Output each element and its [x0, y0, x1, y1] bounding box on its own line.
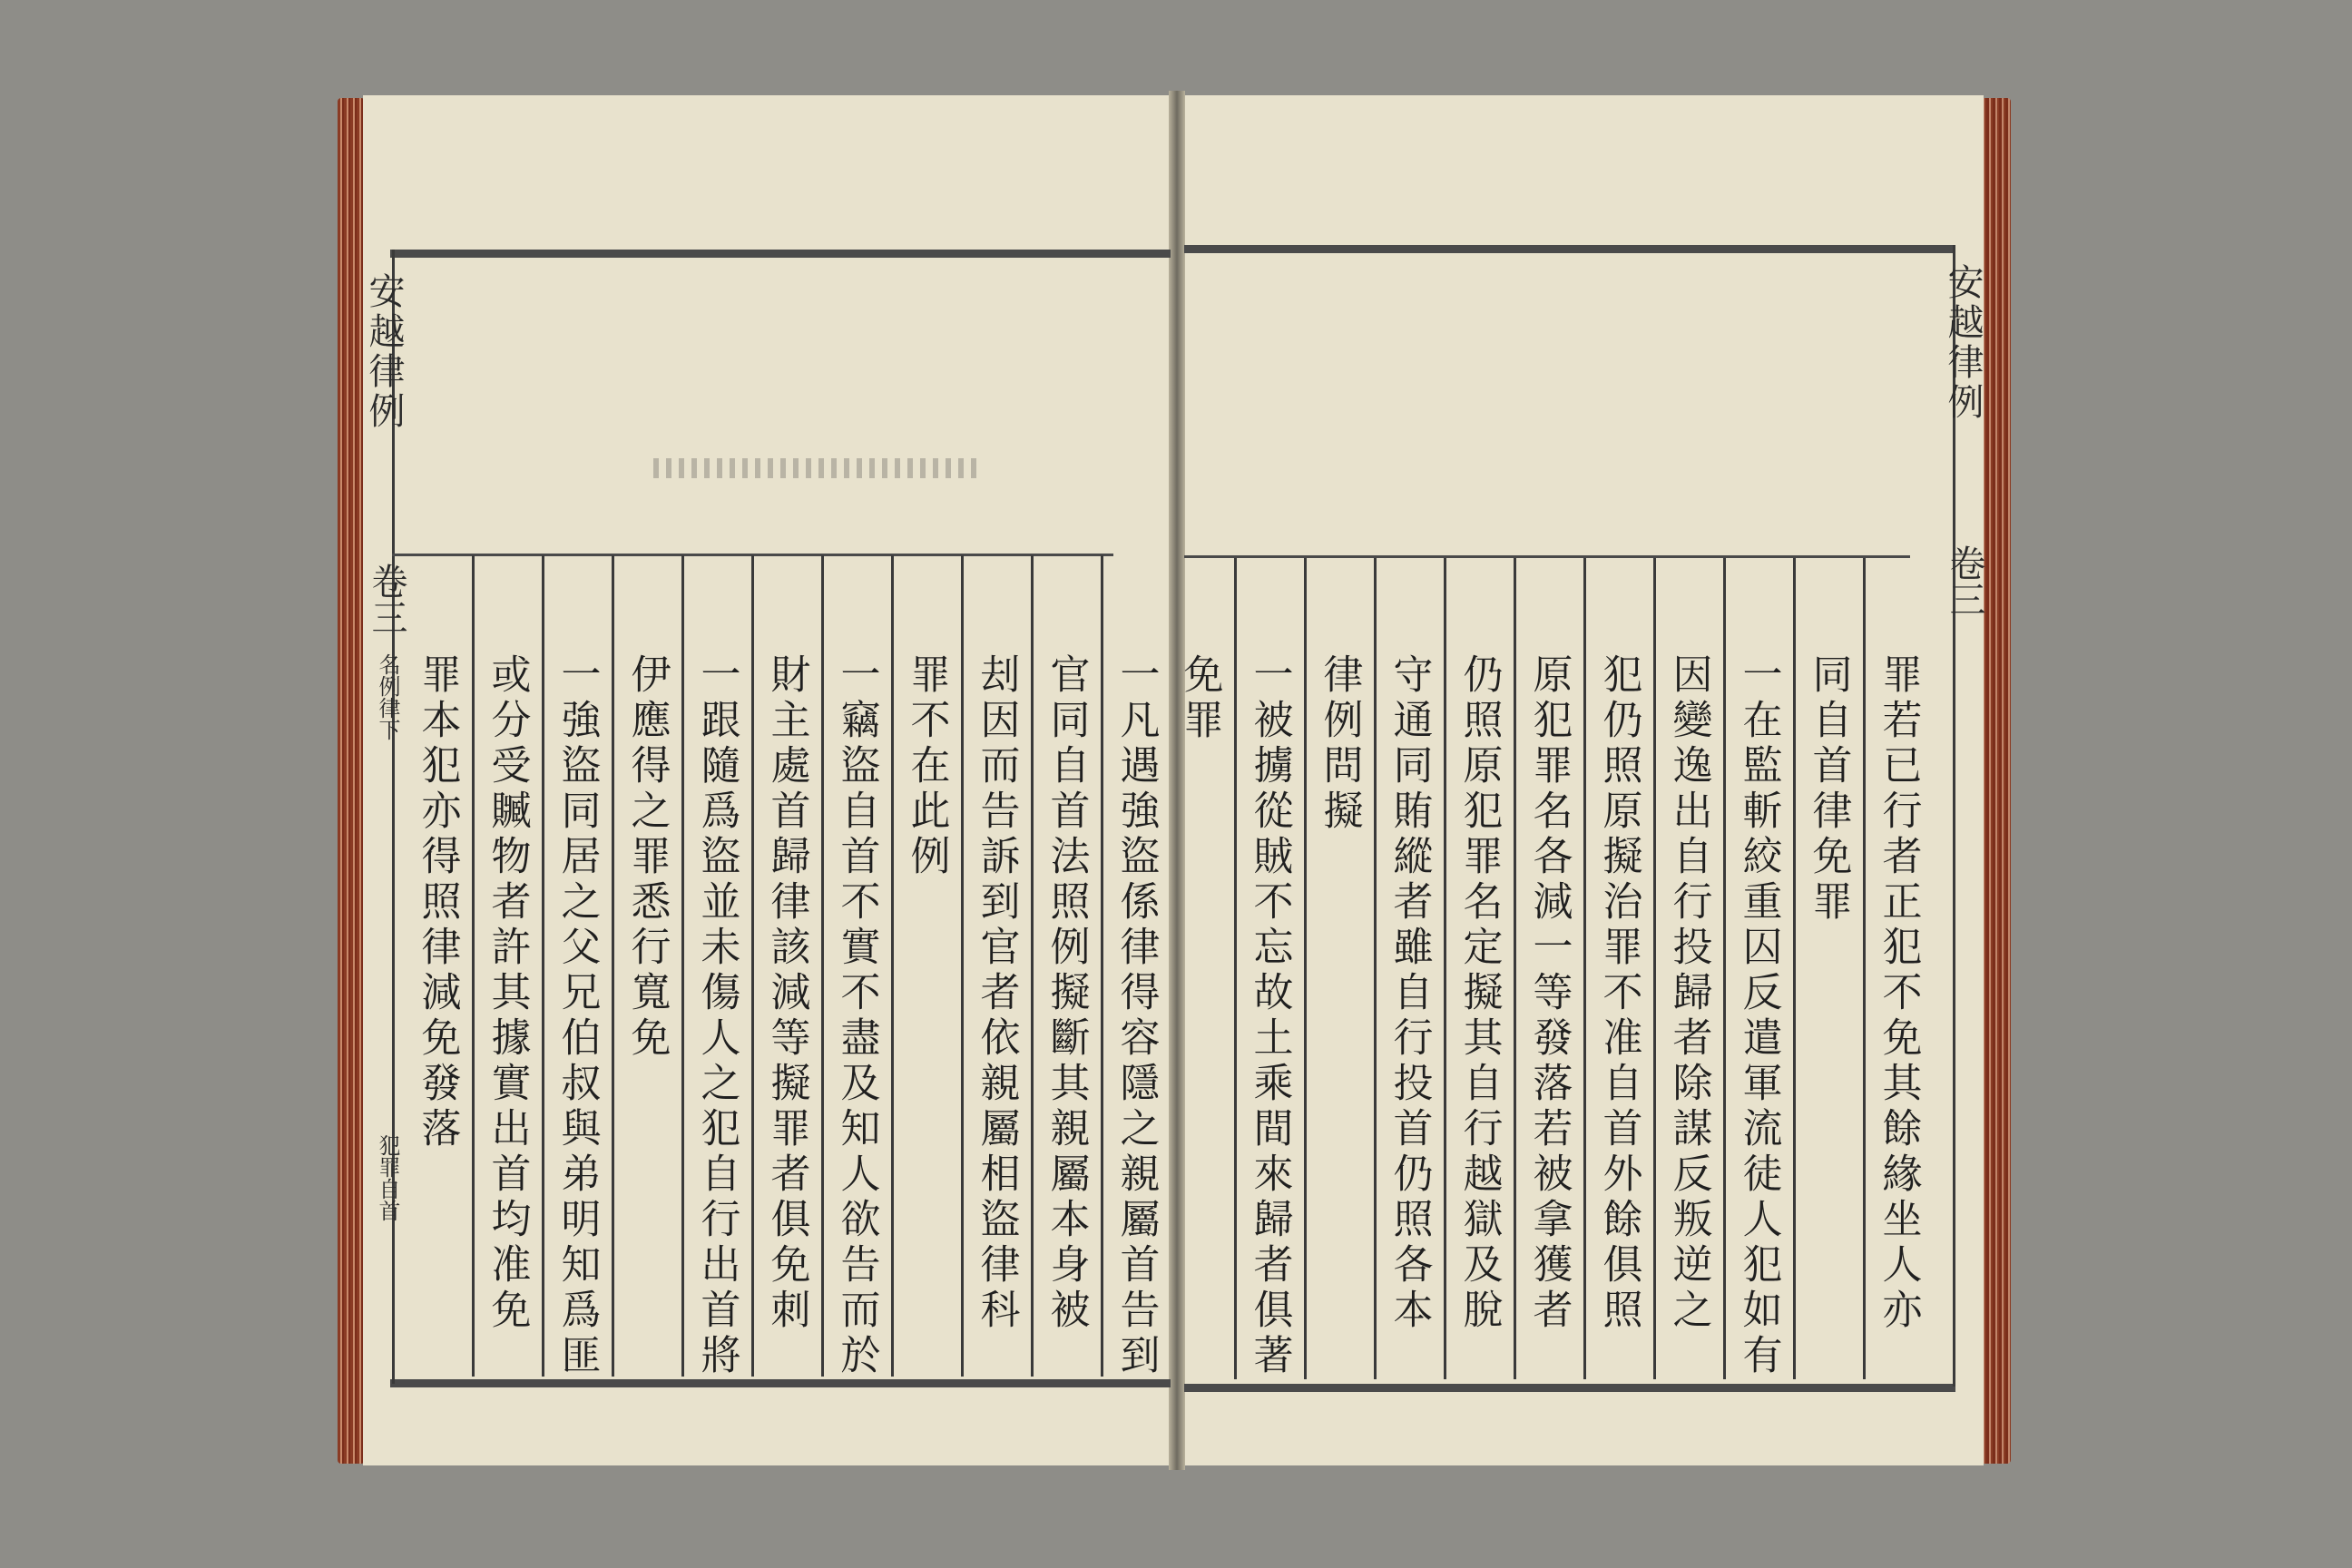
text-column: 守通同賄縱者雖自行投首仍照各本	[1386, 653, 1433, 1334]
right-top-rule	[1184, 245, 1955, 253]
left-margin-note: 犯罪自首	[375, 1134, 400, 1221]
text-column: 原犯罪名各減一等發落若被拿獲者	[1525, 653, 1573, 1334]
left-bottom-rule	[390, 1379, 1171, 1387]
left-margin-title: 安越律例	[363, 272, 405, 432]
text-column: 同自首律免罪	[1805, 653, 1852, 926]
text-column: 一竊盜自首不實不盡及知人欲告而於	[833, 653, 880, 1379]
text-column: 罪若已行者正犯不免其餘緣坐人亦	[1875, 653, 1922, 1334]
left-top-rule	[390, 250, 1171, 258]
faint-stamp	[653, 458, 980, 478]
left-margin-volume: 卷三	[366, 563, 407, 635]
text-column: 一在監斬絞重囚反遣軍流徒人犯如有	[1735, 653, 1782, 1379]
text-column: 律例問擬	[1316, 653, 1363, 835]
text-column: 或分受贓物者許其據實出首均准免	[484, 653, 531, 1334]
left-page-columns	[402, 653, 1171, 1379]
left-margin-section: 名例律下	[375, 653, 400, 740]
text-column: 犯仍照原擬治罪不准自首外餘俱照	[1595, 653, 1642, 1334]
text-column: 伊應得之罪悉行寬免	[623, 653, 671, 1062]
text-column: 財主處首歸律該減等擬罪者俱免刺	[763, 653, 810, 1334]
right-header-rule	[1184, 555, 1910, 558]
text-column: 罪本犯亦得照律減免發落	[414, 653, 461, 1152]
right-page-columns	[1164, 653, 1933, 1379]
text-column: 罪不在此例	[903, 653, 950, 880]
right-margin-volume: 卷三	[1944, 544, 1985, 617]
text-column: 免罪	[1176, 653, 1223, 744]
right-bottom-rule	[1184, 1384, 1955, 1392]
text-column: 一強盜同居之父兄伯叔與弟明知爲匪	[554, 653, 601, 1379]
text-column: 因變逸出自行投歸者除謀反叛逆之	[1665, 653, 1712, 1334]
text-column: 一跟隨爲盜並未傷人之犯自行出首將	[693, 653, 740, 1379]
text-column: 一凡遇強盜係律得容隱之親屬首告到	[1112, 653, 1160, 1379]
text-column: 刦因而告訴到官者依親屬相盜律科	[973, 653, 1020, 1334]
text-column: 官同自首法照例擬斷其親屬本身被	[1043, 653, 1090, 1334]
text-column: 仍照原犯罪名定擬其自行越獄及脫	[1455, 653, 1503, 1334]
text-column: 一被擄從賊不忘故土乘間來歸者俱著	[1246, 653, 1293, 1379]
right-margin-title: 安越律例	[1942, 263, 1984, 423]
